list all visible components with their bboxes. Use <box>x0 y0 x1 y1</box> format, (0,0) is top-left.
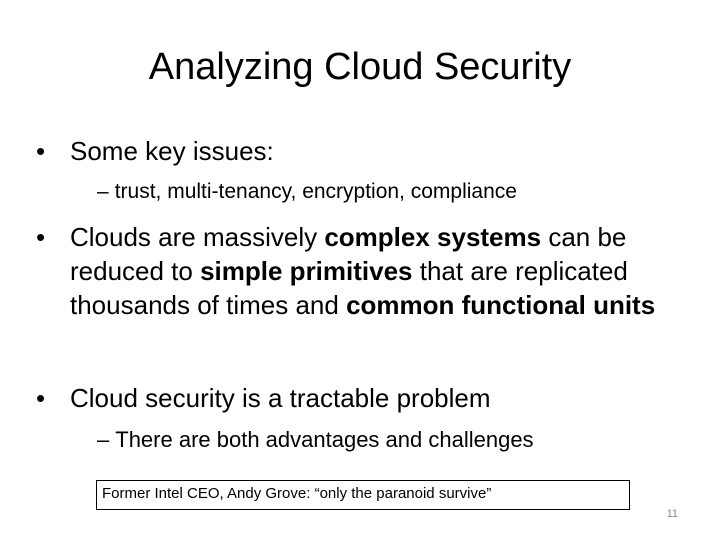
bullet-key-issues <box>36 134 676 168</box>
bold-complex-systems: complex systems <box>324 222 542 252</box>
text-segment: can be reduced to <box>70 222 627 286</box>
text-segment: Clouds are massively <box>70 222 325 252</box>
slide-title: Analyzing Cloud Security <box>148 46 572 88</box>
text-segment: that are replicated thousands of times and <box>70 256 628 320</box>
slide-number: 11 <box>666 508 678 520</box>
dash-marker: – <box>97 427 110 452</box>
quote-box: Former Intel CEO, Andy Grove: “only the paranoid survive” <box>96 480 630 510</box>
bullet-text: Cloud security is a tractable problem <box>70 383 491 413</box>
bullet-tractable-problem <box>36 381 676 415</box>
bold-common-functional-units: common functional units <box>346 290 656 320</box>
sub-bullet-text: There are both advantages and challenges <box>115 427 534 452</box>
sub-bullet-text: trust, multi-tenancy, encryption, compliance <box>114 180 517 203</box>
dash-marker: – <box>97 180 109 203</box>
bold-simple-primitives: simple primitives <box>200 256 413 286</box>
bullet-text <box>70 220 676 322</box>
bullet-marker: • <box>36 136 46 166</box>
sub-bullet-advantages <box>97 426 677 454</box>
bullet-clouds-complex <box>36 220 676 322</box>
bullet-marker: • <box>36 383 46 413</box>
bullet-marker: • <box>36 222 46 252</box>
bullet-text: Some key issues: <box>70 136 274 166</box>
sub-bullet-issues-list <box>97 178 677 206</box>
